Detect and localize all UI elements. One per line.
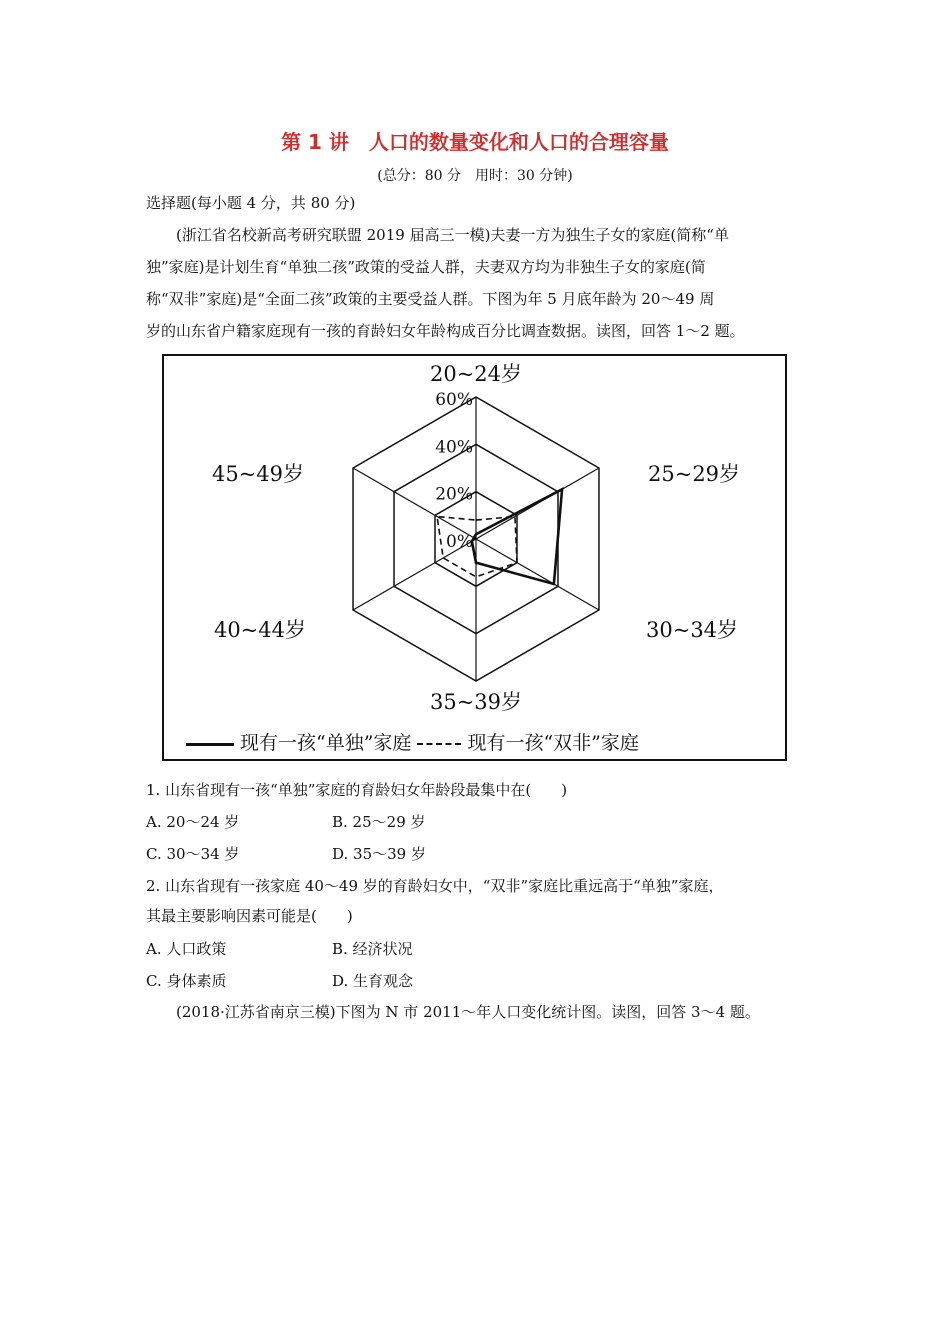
intro1-line: 称“双非”家庭)是“全面二孩”政策的主要受益人群。下图为年 5 月底年龄为 20～49 周 — [146, 290, 715, 308]
radar-spoke — [476, 539, 599, 610]
intro2-text: (2018·江苏省南京三模)下图为 N 市 2011～年人口变化统计图。读图，回答 3～4 题。 — [176, 1003, 760, 1021]
radar-ring-label: 40% — [435, 437, 473, 458]
radar-axis-label: 20~24岁 — [429, 362, 523, 386]
question-2-option-b[interactable]: B. 经济状况 — [332, 940, 413, 958]
radar-axis-label: 35~39岁 — [429, 690, 523, 714]
radar-chart — [164, 356, 785, 759]
legend-dashed-swatch — [417, 743, 461, 745]
section-label: 选择题(每小题 4 分，共 80 分) — [146, 194, 356, 212]
radar-axis-label: 30~34岁 — [646, 618, 739, 642]
page-title: 第 1 讲 人口的数量变化和人口的合理容量 — [281, 130, 669, 154]
intro1-line: 独”家庭)是计划生育“单独二孩”政策的受益人群，夫妻双方均为非独生子女的家庭(简 — [146, 258, 706, 276]
radar-chart-frame — [162, 354, 787, 761]
question-1-option-a[interactable]: A. 20～24 岁 — [146, 813, 240, 831]
question-1-stem: 1. 山东省现有一孩“单独”家庭的育龄妇女年龄段最集中在( ) — [146, 781, 568, 799]
chart-legend — [186, 728, 639, 755]
question-2-stem: 2. 山东省现有一孩家庭 40～49 岁的育龄妇女中，“双非”家庭比重远高于“单独”家庭， — [146, 877, 724, 895]
question-2-option-c[interactable]: C. 身体素质 — [146, 972, 227, 990]
question-1-option-d[interactable]: D. 35～39 岁 — [332, 845, 426, 863]
radar-ring-label: 0% — [446, 532, 473, 552]
question-1-option-c[interactable]: C. 30～34 岁 — [146, 845, 240, 863]
legend-solid-swatch — [186, 743, 234, 746]
intro1-line: 岁的山东省户籍家庭现有一孩的育龄妇女年龄构成百分比调查数据。读图，回答 1～2 题。 — [146, 322, 745, 340]
legend-dashed-label: 现有一孩“双非”家庭 — [467, 732, 639, 754]
question-2-stem-cont: 其最主要影响因素可能是( ) — [146, 907, 353, 925]
radar-ring-label: 20% — [435, 484, 473, 505]
legend-solid-label: 现有一孩“单独”家庭 — [240, 732, 412, 754]
question-2-option-a[interactable]: A. 人口政策 — [146, 940, 227, 958]
question-1-option-b[interactable]: B. 25～29 岁 — [332, 813, 426, 831]
question-2-option-d[interactable]: D. 生育观念 — [332, 972, 414, 990]
intro1-line: (浙江省名校新高考研究联盟 2019 届高三一模)夫妻一方为独生子女的家庭(简称“单 — [176, 226, 729, 244]
radar-axis-label: 45~49岁 — [211, 462, 304, 486]
radar-axis-label: 25~29岁 — [648, 462, 741, 486]
score-time-note: (总分：80 分 用时：30 分钟) — [377, 168, 573, 184]
radar-ring-label: 60% — [435, 390, 473, 410]
radar-axis-label: 40~44岁 — [213, 618, 306, 642]
